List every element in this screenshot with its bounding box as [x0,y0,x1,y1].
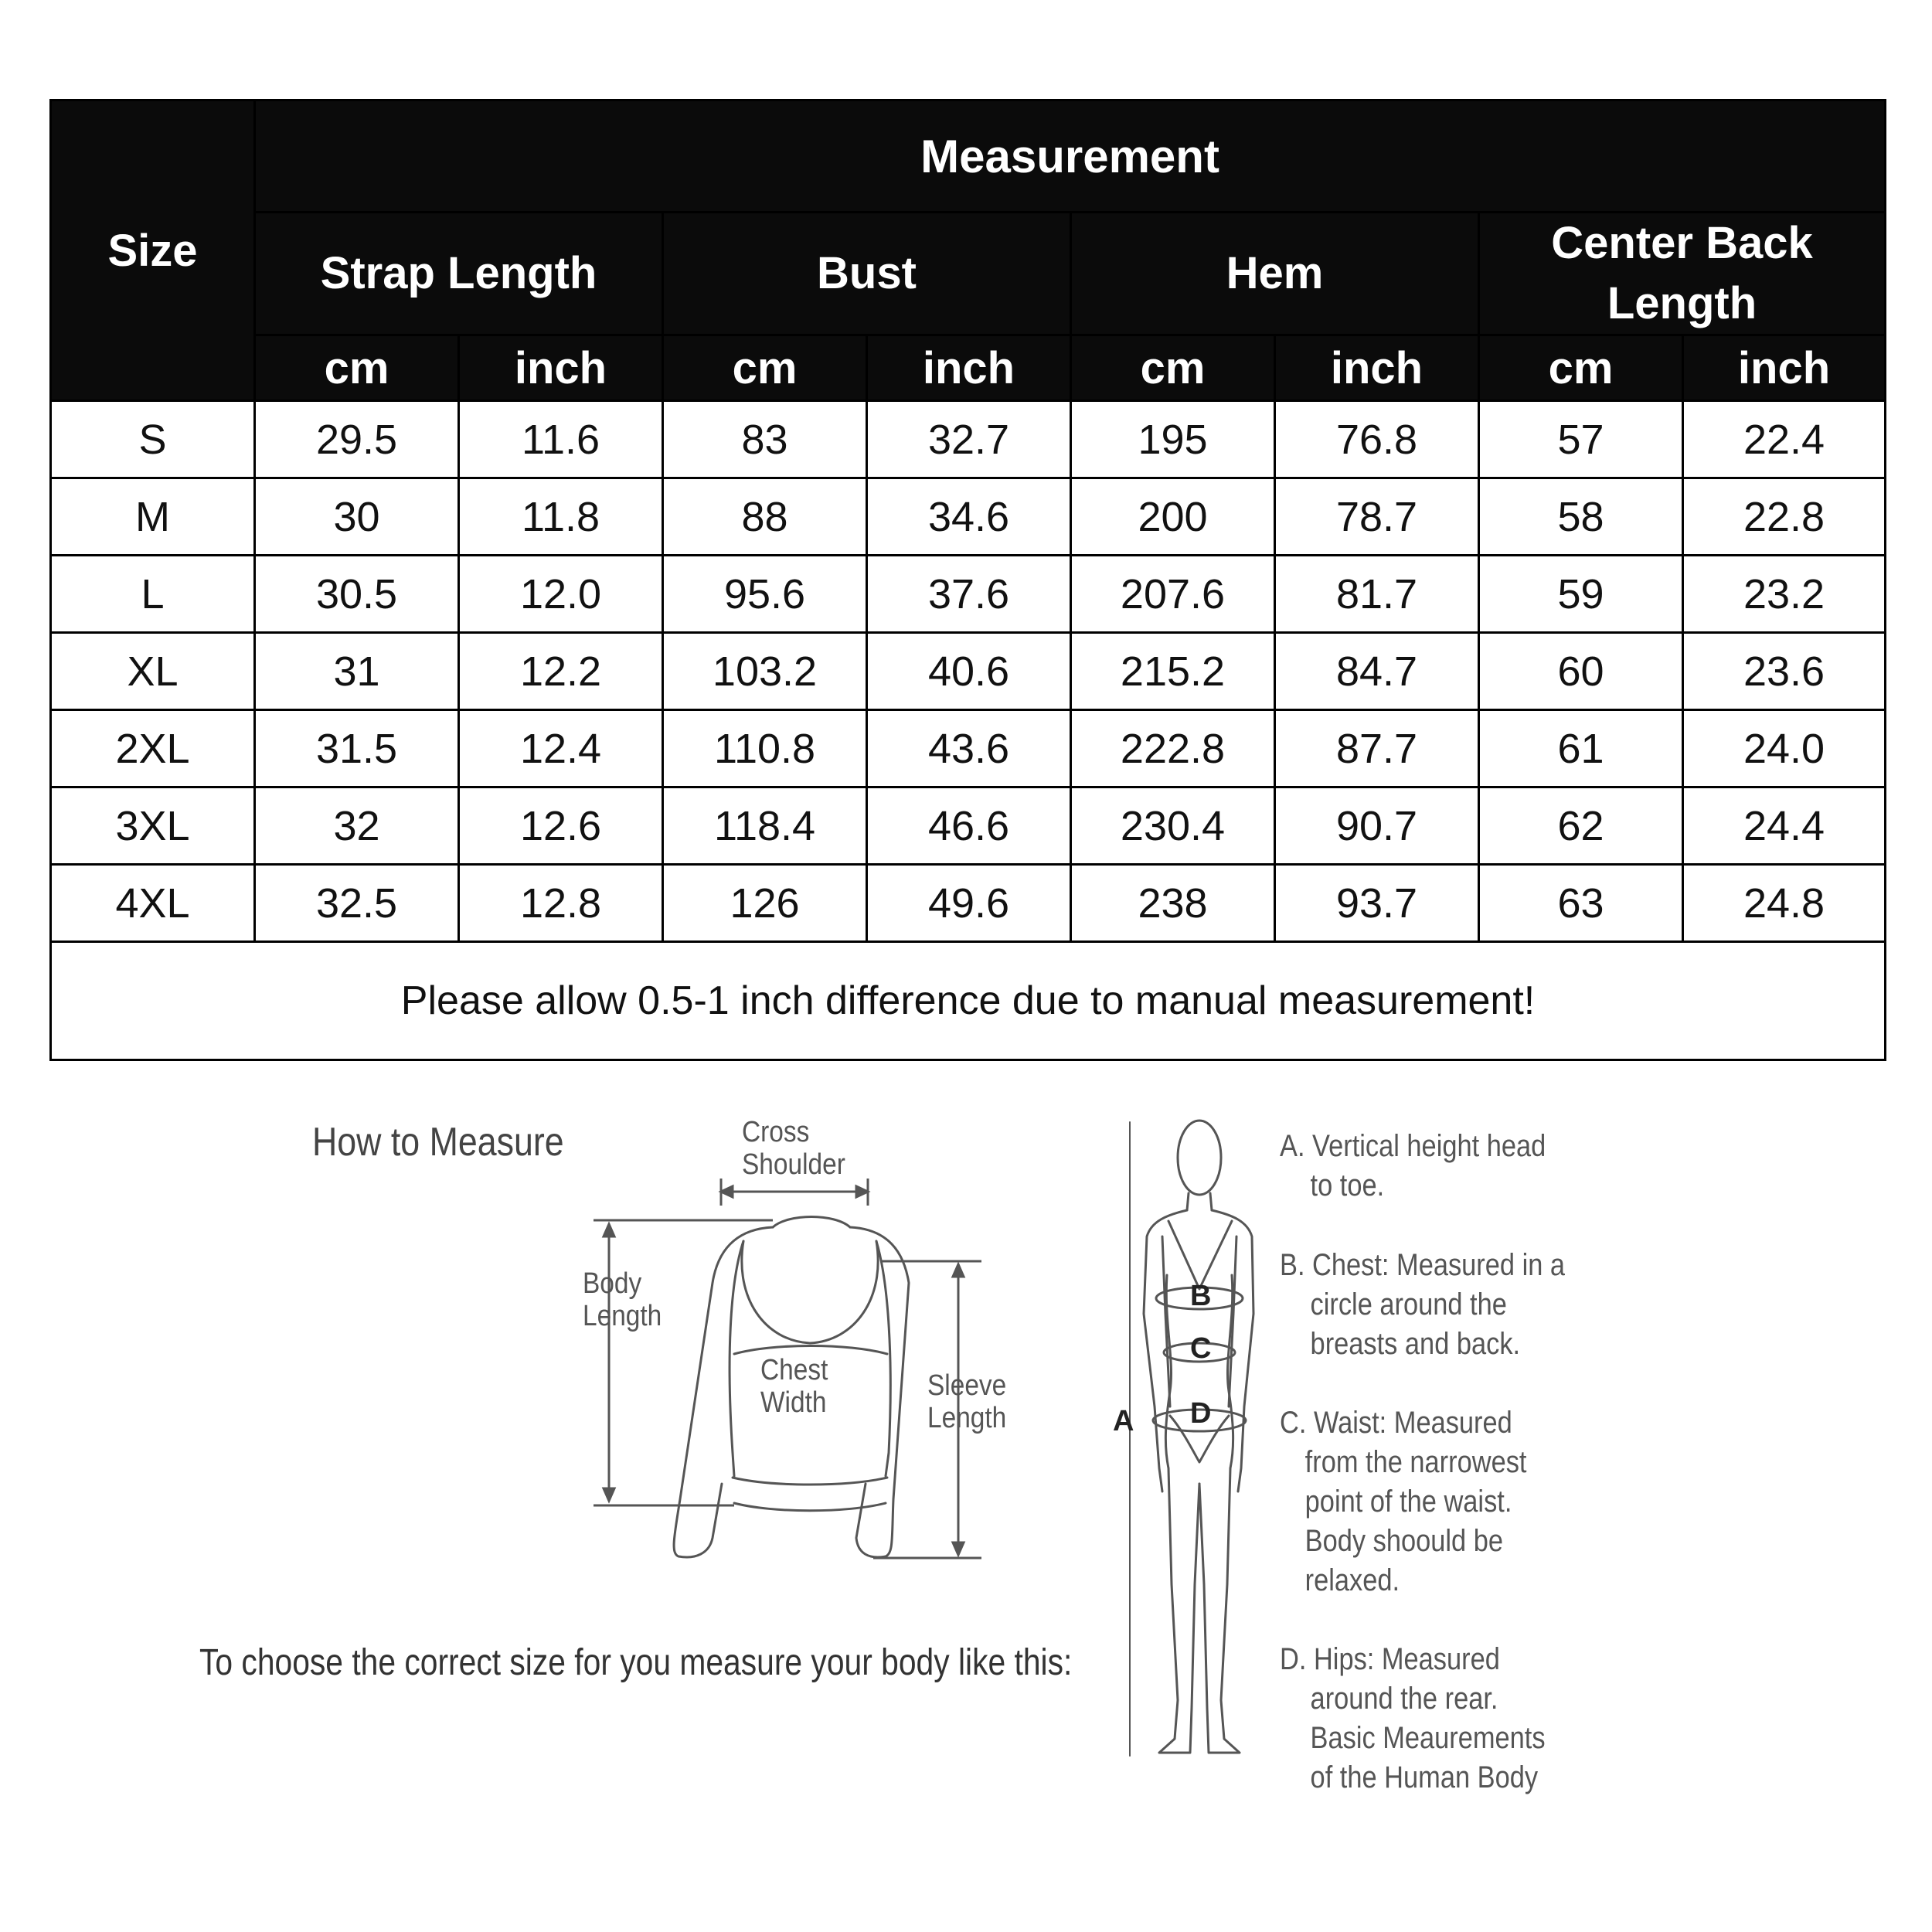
table-cell: 37.6 [867,556,1071,633]
table-cell: 24.4 [1683,787,1886,865]
table-cell: 195 [1071,401,1275,478]
size-cell: M [51,478,255,556]
legend-item-d: D. Hips: Measured around the rear. Basic Meaurements of the Human Body [1280,1642,1546,1794]
table-cell: 57 [1479,401,1683,478]
table-cell: 222.8 [1071,710,1275,787]
unit-header: cm [1071,335,1275,401]
table-cell: 95.6 [663,556,867,633]
cross-shoulder-label: Cross Shoulder [742,1116,845,1181]
table-cell: 230.4 [1071,787,1275,865]
table-cell: 11.6 [459,401,663,478]
table-cell: 43.6 [867,710,1071,787]
legend-item-a: A. Vertical height head to toe. [1280,1129,1546,1202]
table-cell: 90.7 [1275,787,1479,865]
table-cell: 84.7 [1275,633,1479,710]
size-cell: XL [51,633,255,710]
unit-header: inch [1683,335,1886,401]
human-figure-icon [1130,1121,1253,1756]
table-cell: 24.8 [1683,865,1886,942]
table-cell: 12.8 [459,865,663,942]
table-cell: 12.2 [459,633,663,710]
table-cell: 12.4 [459,710,663,787]
table-cell: 63 [1479,865,1683,942]
table-cell: 12.6 [459,787,663,865]
body-length-label: Body Length [583,1267,662,1332]
size-cell: 4XL [51,865,255,942]
table-cell: 215.2 [1071,633,1275,710]
table-cell: 83 [663,401,867,478]
table-cell: 93.7 [1275,865,1479,942]
table-cell: 238 [1071,865,1275,942]
body-letter-c: C [1190,1332,1212,1365]
how-to-measure-title: How to Measure [312,1120,564,1165]
legend-item-c: C. Waist: Measured from the narrowest point of the waist. Body shoould be relaxed. [1280,1406,1527,1597]
table-cell: 23.6 [1683,633,1886,710]
unit-header: cm [255,335,459,401]
table-cell: 32.5 [255,865,459,942]
size-cell: L [51,556,255,633]
sleeve-length-label: Sleeve Length [927,1369,1007,1434]
table-cell: 11.8 [459,478,663,556]
table-cell: 32.7 [867,401,1071,478]
table-cell: 110.8 [663,710,867,787]
table-cell: 103.2 [663,633,867,710]
table-cell: 31.5 [255,710,459,787]
group-header-hem: Hem [1071,213,1479,335]
size-cell: S [51,401,255,478]
size-cell: 2XL [51,710,255,787]
table-cell: 31 [255,633,459,710]
how-to-measure-caption: To choose the correct size for you measure your body like this: [199,1642,1073,1683]
table-cell: 76.8 [1275,401,1479,478]
table-cell: 61 [1479,710,1683,787]
table-cell: 30 [255,478,459,556]
unit-header: inch [459,335,663,401]
table-cell: 88 [663,478,867,556]
table-cell: 87.7 [1275,710,1479,787]
table-cell: 46.6 [867,787,1071,865]
table-cell: 29.5 [255,401,459,478]
table-cell: 34.6 [867,478,1071,556]
table-cell: 23.2 [1683,556,1886,633]
unit-header: inch [1275,335,1479,401]
table-cell: 22.4 [1683,401,1886,478]
chest-width-label: Chest Width [760,1354,828,1419]
body-letter-b: B [1190,1280,1212,1312]
table-cell: 49.6 [867,865,1071,942]
unit-header: inch [867,335,1071,401]
size-cell: 3XL [51,787,255,865]
table-cell: 81.7 [1275,556,1479,633]
group-header-strap-length: Strap Length [255,213,663,335]
group-header-bust: Bust [663,213,1071,335]
table-cell: 58 [1479,478,1683,556]
table-cell: 126 [663,865,867,942]
table-cell: 40.6 [867,633,1071,710]
table-cell: 207.6 [1071,556,1275,633]
table-cell: 22.8 [1683,478,1886,556]
body-letter-d: D [1190,1397,1212,1430]
measurement-header: Measurement [255,100,1886,213]
size-header: Size [51,100,255,401]
table-cell: 78.7 [1275,478,1479,556]
table-cell: 59 [1479,556,1683,633]
table-cell: 24.0 [1683,710,1886,787]
table-cell: 32 [255,787,459,865]
table-cell: 62 [1479,787,1683,865]
table-cell: 200 [1071,478,1275,556]
measurement-note: Please allow 0.5-1 inch difference due to manual measurement! [51,942,1886,1060]
table-cell: 60 [1479,633,1683,710]
unit-header: cm [1479,335,1683,401]
unit-header: cm [663,335,867,401]
table-cell: 30.5 [255,556,459,633]
group-header-center-back-length: Center Back Length [1479,213,1886,335]
legend-item-b: B. Chest: Measured in a circle around the breasts and back. [1280,1248,1566,1361]
table-cell: 12.0 [459,556,663,633]
table-cell: 118.4 [663,787,867,865]
body-letter-a: A [1113,1405,1134,1437]
